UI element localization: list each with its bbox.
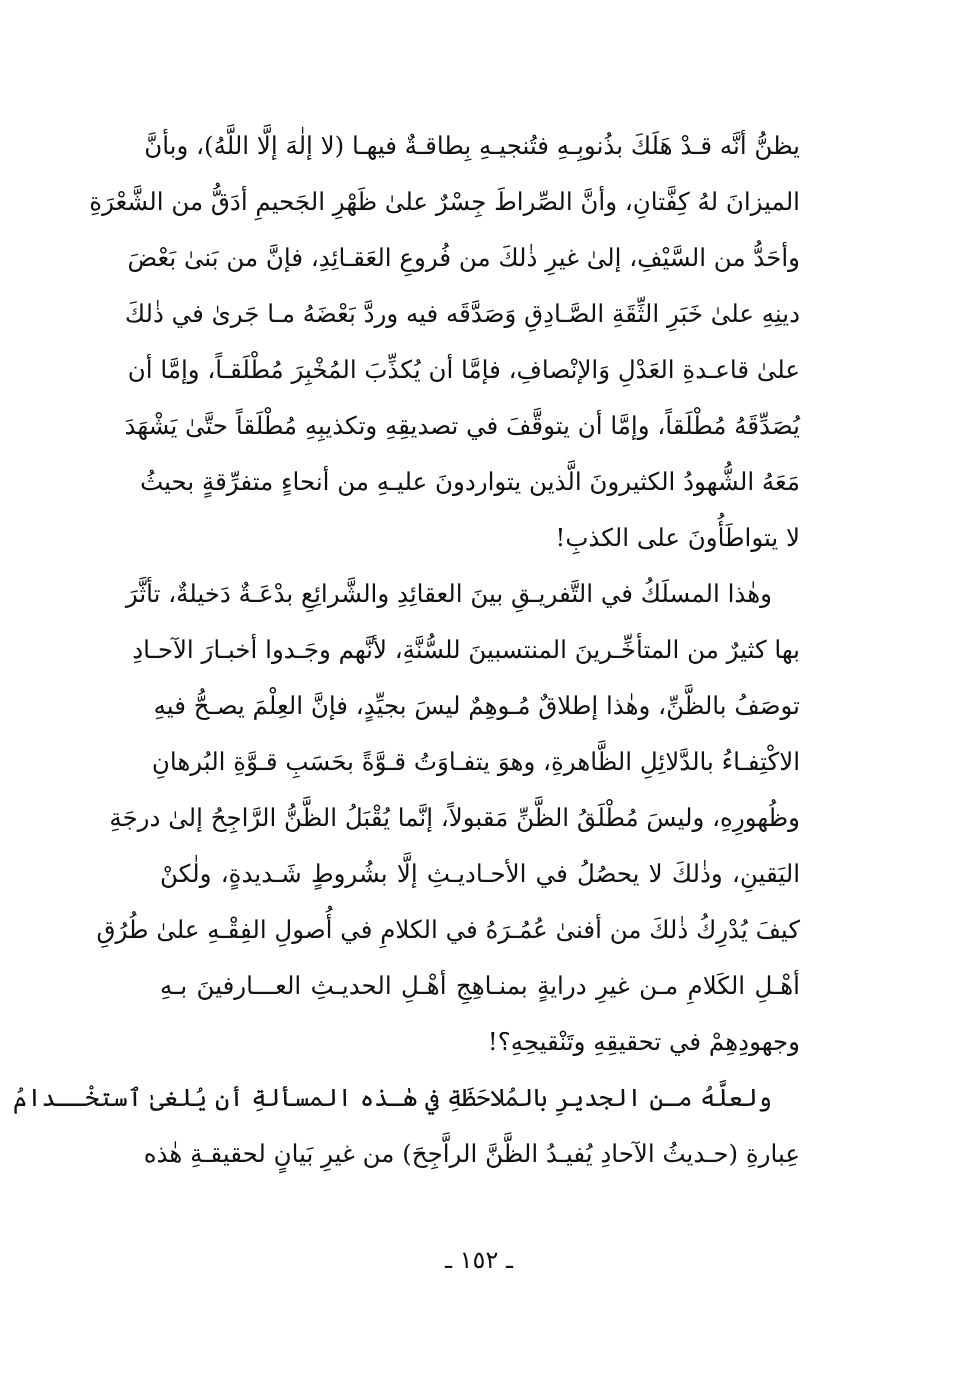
paragraph-1 xyxy=(89,118,800,566)
text-line: يُصَدِّقَهُ مُطْلَقاً، وإمَّا أن يتوقَّفَ في تصديقِهِ وتكذيبِهِ مُطْلَقاً حتَّىٰ يَشْهَدَ xyxy=(124,411,800,440)
text-line: وأحَدُّ من السَّيْفِ، إلىٰ غيرِ ذٰلكَ من فُروعِ العَقـائِدِ، فإنَّ من بَنىٰ بَعْضَ xyxy=(127,243,800,272)
text-line: اليَقينِ، وذٰلكَ لا يحصُلُ في الأحـاديـثِ إلَّا بشُروطٍ شَـديدةٍ، ولٰكنْ xyxy=(160,859,800,888)
text-line: كيفَ يُدْرِكُ ذٰلكَ من أفنىٰ عُمُـرَهُ في الكلامِ في أُصولِ الفِقْـهِ علىٰ طُرُقِ xyxy=(96,915,800,944)
text-line: أهْـلِ الكَلامِ مـن غيرِ درايةٍ بمنـاهِجِ أهْـلِ الحديـثِ العـــارفينَ بـهِ xyxy=(160,971,800,1000)
text-line: بها كثيرٌ من المتأخِّـرينَ المنتسبينَ للسُّنَّةِ، لأنَّهم وجَـدوا أخبـارَ الآحـادِ xyxy=(132,635,800,664)
page-number: ـ ١٥٢ ـ xyxy=(444,1246,513,1274)
text-line: وظُهورِهِ، وليسَ مُطْلَقُ الظَّنِّ مَقبولاً، إنَّما يُقْبَلُ الظَّنُّ الرَّاجِحُ إلىٰ درجَةِ xyxy=(109,803,800,832)
text-line: عِبارةِ (حـديثُ الآحادِ يُفيـدُ الظَّنَّ الراَّجِحَ) من غيرِ بَيانٍ لحقيقـةِ هٰذه xyxy=(143,1139,800,1168)
text-line: وجهودِهِمْ في تحقيقِهِ وتَنْقيحِهِ؟! xyxy=(487,1027,800,1056)
text-line: دينِهِ علىٰ خَبَرِ الثِّقَةِ الصَّـادِقِ وَصَدَّقَه فيه وردَّ بَعْضَهُ مـا جَرىٰ في ذٰلكَ xyxy=(124,299,800,328)
body-text xyxy=(12,118,800,1182)
text-line: الاكْتِفـاءُ بالدَّلائِلِ الظَّاهرةِ، وهوَ يتفـاوَتُ قـوَّةً بحَسَبِ قـوَّةِ البُرهانِ xyxy=(151,747,800,776)
text-line: ولعلَّهُ مـن الجديرِ بالمُلاحَظَةِ في هٰـذه المسألةِ أن يُلغىٰ ٱستخْــدامُ xyxy=(12,1083,772,1112)
paragraph-2 xyxy=(96,566,800,1070)
text-line: الميزانَ لهُ كِفَّتانِ، وأنَّ الصِّراطَ جِسْرٌ علىٰ ظَهْرِ الجَحيمِ أدَقُّ من الشَّعْرَةِ xyxy=(89,187,800,216)
text-line: لا يتواطَأُونَ على الكذبِ! xyxy=(555,523,800,552)
paragraph-3 xyxy=(12,1070,800,1182)
text-line: علىٰ قاعـدةِ العَدْلِ وَالإنْصافِ، فإمَّا أن يُكذِّبَ المُخْبِرَ مُطْلَقـاً، وإمَّا أن xyxy=(127,355,800,384)
text-line: توصَفُ بالظَّنِّ، وهٰذا إطلاقٌ مُـوهِمٌ ليسَ بجيِّدٍ، فإنَّ العِلْمَ يصـحُّ فيهِ xyxy=(153,691,800,720)
text-line: وهٰذا المسلَكُ في التَّفريـقِ بينَ العقائِدِ والشَّرائِعِ بدْعَـةٌ دَخيلةٌ، تأثَّرَ xyxy=(125,579,772,608)
text-line: يظنُّ أنَّه قـدْ هَلَكَ بذُنوبِـهِ فتُنجيـهِ بِطاقـةٌ فيهـا (لا إلٰهَ إلَّا اللَّهُ)، وبأنَّ xyxy=(144,131,800,160)
text-line: مَعَهُ الشُّهودُ الكثيرونَ الَّذين يتواردونَ عليـهِ من أنحاءٍ متفرِّقةٍ بحيثُ xyxy=(140,467,800,496)
